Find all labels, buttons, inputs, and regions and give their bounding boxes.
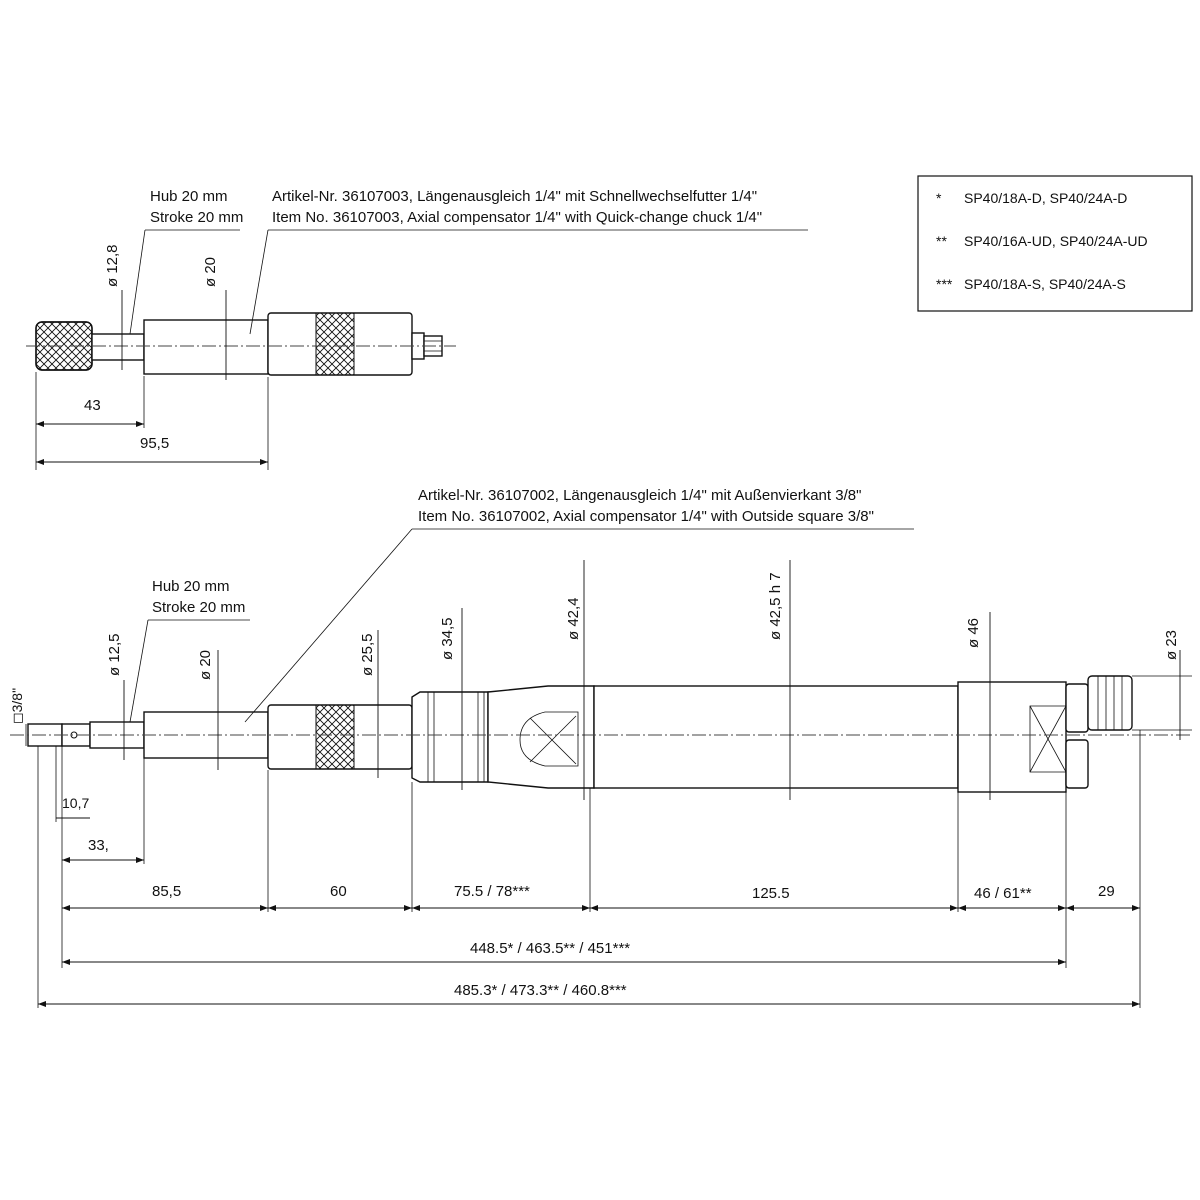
bottom-len-tip: 10,7 <box>62 795 90 811</box>
bottom-total-1: 448.5* / 463.5** / 451*** <box>470 940 631 957</box>
bottom-dia-sleeve: ø 25,5 <box>359 633 376 676</box>
top-stroke-en: Stroke 20 mm <box>150 209 244 226</box>
bottom-total-2: 485.3* / 473.3** / 460.8*** <box>454 982 627 999</box>
legend-box <box>918 176 1192 311</box>
legend-marker-3: *** <box>936 276 953 292</box>
bottom-dia-inlet: ø 23 <box>1163 629 1180 660</box>
top-len-1: 43 <box>84 397 101 414</box>
legend-models-1: SP40/18A-D, SP40/24A-D <box>964 190 1128 206</box>
bottom-len-shaft: 33, <box>88 837 109 854</box>
bottom-title-de: Artikel-Nr. 36107002, Längenausgleich 1/4" mit Außenvierkant 3/8" <box>418 487 862 504</box>
bottom-dia-body: ø 20 <box>197 649 214 680</box>
bottom-dia-small: ø 12,5 <box>106 633 123 676</box>
bottom-dia-end: ø 46 <box>965 617 982 648</box>
top-title-en: Item No. 36107003, Axial compensator 1/4" with Quick-change chuck 1/4" <box>272 209 763 226</box>
bottom-stroke-de: Hub 20 mm <box>152 578 230 595</box>
legend-marker-1: * <box>936 190 942 206</box>
top-len-2: 95,5 <box>140 435 170 452</box>
bottom-dia-nose: ø 34,5 <box>439 617 456 660</box>
bottom-seg-1: 85,5 <box>152 883 182 900</box>
bottom-seg-4: 125.5 <box>752 885 790 902</box>
legend-models-2: SP40/16A-UD, SP40/24A-UD <box>964 233 1148 249</box>
bottom-dia-housing: ø 42,4 <box>565 597 582 640</box>
top-stroke-de: Hub 20 mm <box>150 188 228 205</box>
bottom-part-drawing <box>10 676 1192 792</box>
top-dia-small: ø 12,8 <box>104 244 121 287</box>
top-part-drawing <box>26 313 456 375</box>
bottom-title-en: Item No. 36107002, Axial compensator 1/4" with Outside square 3/8" <box>418 508 874 525</box>
bottom-square: ◻3/8" <box>9 687 25 724</box>
top-title-de: Artikel-Nr. 36107003, Längenausgleich 1/4" mit Schnellwechselfutter 1/4" <box>272 188 758 205</box>
bottom-seg-2: 60 <box>330 883 347 900</box>
bottom-dia-motor: ø 42,5 h 7 <box>767 572 784 640</box>
bottom-seg-6: 29 <box>1098 883 1115 900</box>
bottom-seg-3: 75.5 / 78*** <box>454 883 530 900</box>
top-dia-body: ø 20 <box>202 256 219 287</box>
legend-models-3: SP40/18A-S, SP40/24A-S <box>964 276 1126 292</box>
bottom-stroke-en: Stroke 20 mm <box>152 599 246 616</box>
bottom-seg-5: 46 / 61** <box>974 885 1032 902</box>
legend-marker-2: ** <box>936 233 947 249</box>
